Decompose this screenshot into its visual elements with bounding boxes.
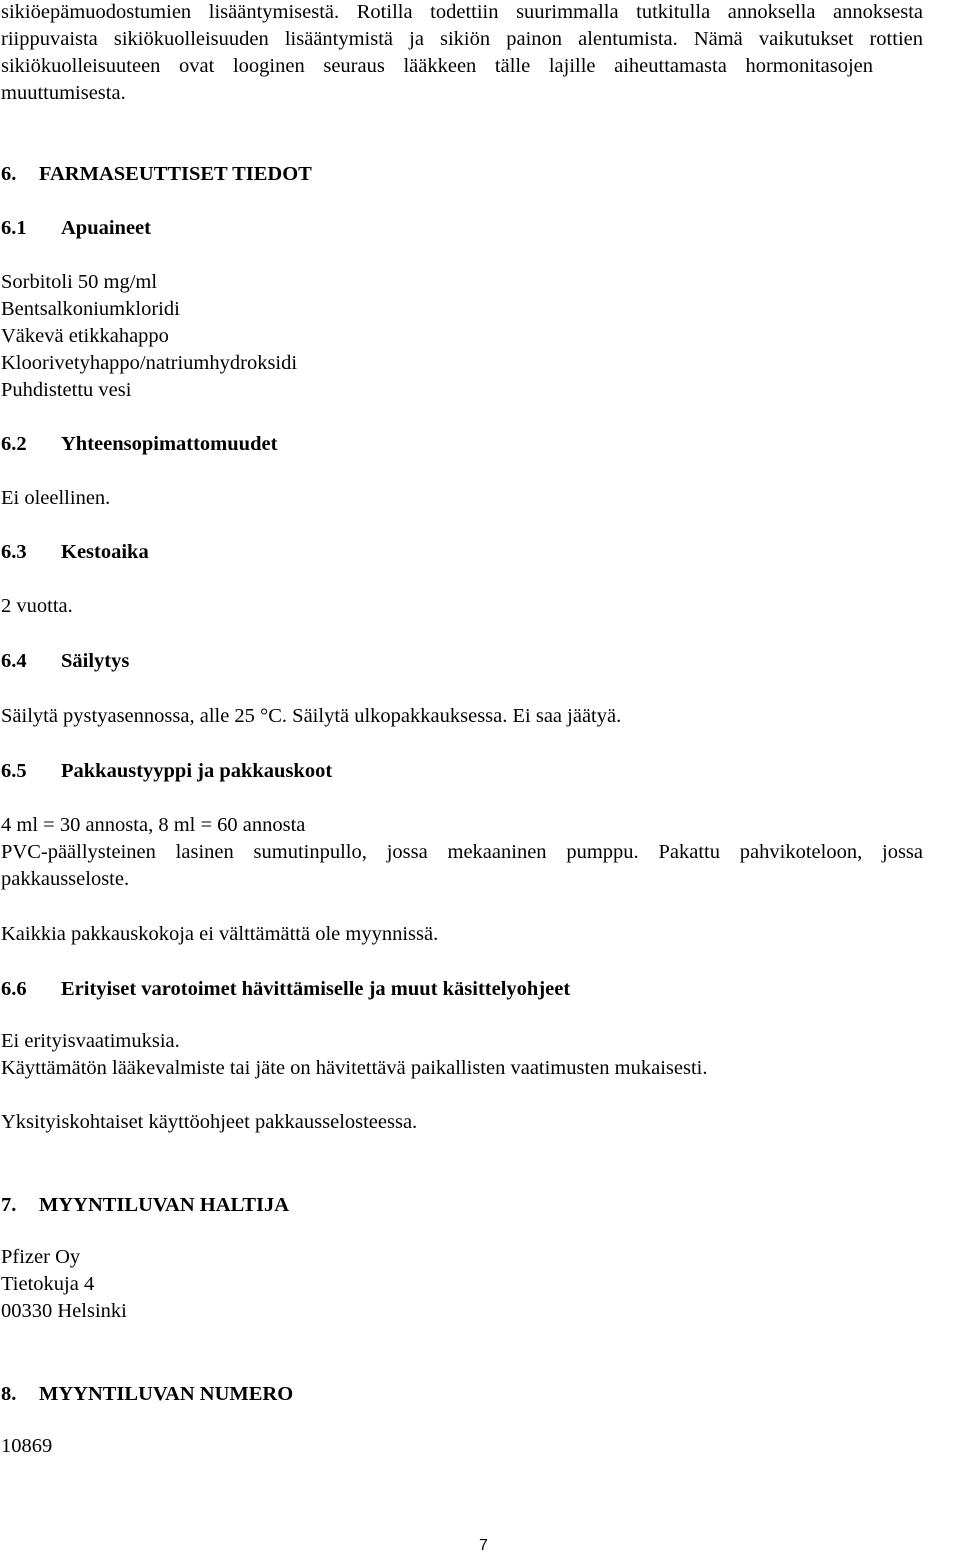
section-6-5-number: 6.5 — [1, 760, 27, 782]
excipient-item: Kloorivetyhappo/natriumhydroksidi — [1, 352, 298, 374]
section-6-1-heading — [1, 218, 151, 239]
section-6-heading — [1, 164, 312, 185]
section-6-5-line-4: Kaikkia pakkauskokoja ei välttämättä ole myynnissä. — [1, 923, 439, 945]
intro-line-2: riippuvaista sikiökuolleisuuden lisääntymistä ja sikiön painon alentumista. Nämä vaikutukset rottien — [1, 28, 923, 50]
section-6-3-title: Kestoaika — [61, 541, 149, 563]
intro-line-3: sikiökuolleisuuteen ovat looginen seuraus lääkkeen tälle lajille aiheuttamasta hormonitasojen — [1, 55, 873, 77]
section-6-2-text: Ei oleellinen. — [1, 487, 111, 509]
section-6-number: 6. — [1, 163, 17, 185]
section-6-5-line-1: 4 ml = 30 annosta, 8 ml = 60 annosta — [1, 814, 306, 836]
section-6-3-number: 6.3 — [1, 541, 27, 563]
section-6-2-number: 6.2 — [1, 433, 27, 455]
section-6-1-title: Apuaineet — [61, 217, 151, 239]
section-6-4-heading — [1, 651, 129, 672]
section-8-heading — [1, 1384, 293, 1405]
section-8-number: 8. — [1, 1383, 17, 1405]
section-6-6-title: Erityiset varotoimet hävittämiselle ja muut käsittelyohjeet — [61, 978, 571, 1000]
excipient-item: Sorbitoli 50 mg/ml — [1, 271, 158, 293]
holder-street: Tietokuja 4 — [1, 1273, 95, 1295]
excipient-item: Puhdistettu vesi — [1, 379, 132, 401]
section-7-number: 7. — [1, 1194, 17, 1216]
holder-city: 00330 Helsinki — [1, 1300, 127, 1322]
excipient-item: Väkevä etikkahappo — [1, 325, 169, 347]
section-6-5-line-2: PVC-päällysteinen lasinen sumutinpullo, jossa mekaaninen pumppu. Pakattu pahvikoteloon, jossa — [1, 841, 923, 863]
excipient-item: Bentsalkoniumkloridi — [1, 298, 180, 320]
section-6-5-heading — [1, 761, 332, 782]
section-6-6-line-3: Yksityiskohtaiset käyttöohjeet pakkausselosteessa. — [1, 1111, 418, 1133]
section-6-2-title: Yhteensopimattomuudet — [61, 433, 278, 455]
section-6-5-line-3: pakkausseloste. — [1, 868, 130, 890]
holder-company: Pfizer Oy — [1, 1246, 81, 1268]
section-7-title: MYYNTILUVAN HALTIJA — [39, 1194, 290, 1216]
section-6-2-heading — [1, 434, 277, 455]
section-6-4-number: 6.4 — [1, 650, 27, 672]
intro-line-4: muuttumisesta. — [1, 82, 126, 104]
section-6-6-line-2: Käyttämätön lääkevalmiste tai jäte on hävitettävä paikallisten vaatimusten mukaisesti. — [1, 1057, 708, 1079]
section-6-title: FARMASEUTTISET TIEDOT — [39, 163, 312, 185]
section-6-6-line-1: Ei erityisvaatimuksia. — [1, 1030, 180, 1052]
section-6-4-text: Säilytä pystyasennossa, alle 25 °C. Säilytä ulkopakkauksessa. Ei saa jäätyä. — [1, 705, 622, 727]
section-6-3-heading — [1, 542, 149, 563]
section-8-title: MYYNTILUVAN NUMERO — [39, 1383, 294, 1405]
section-6-4-title: Säilytys — [61, 650, 130, 672]
section-7-heading — [1, 1195, 289, 1216]
authorisation-number: 10869 — [1, 1435, 53, 1457]
section-6-6-number: 6.6 — [1, 978, 27, 1000]
section-6-5-title: Pakkaustyyppi ja pakkauskoot — [61, 760, 333, 782]
intro-line-1: sikiöepämuodostumien lisääntymisestä. Rotilla todettiin suurimmalla tutkitulla annoksella annoksesta — [1, 1, 923, 23]
section-6-3-text: 2 vuotta. — [1, 595, 73, 617]
section-6-6-heading — [1, 979, 570, 1000]
page-number: 7 — [479, 1537, 488, 1554]
section-6-1-number: 6.1 — [1, 217, 27, 239]
